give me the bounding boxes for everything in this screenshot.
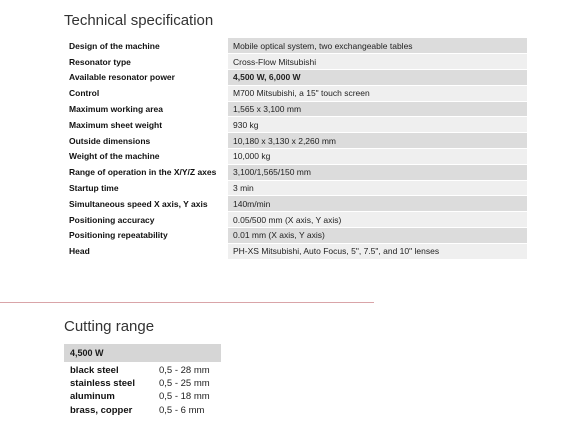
cutting-title: Cutting range	[64, 318, 155, 335]
table-row	[64, 70, 527, 86]
spec-value: 10,180 x 3,130 x 2,260 mm	[228, 133, 528, 149]
spec-label: Available resonator power	[64, 70, 228, 86]
spec-label: Resonator type	[64, 54, 228, 70]
range-value: 0,5 - 6 mm	[159, 404, 205, 416]
material-label: stainless steel	[70, 378, 135, 390]
spec-value: 3 min	[228, 180, 528, 196]
spec-value: 0.05/500 mm (X axis, Y axis)	[228, 212, 528, 228]
material-label: brass, copper	[70, 404, 133, 416]
material-label: black steel	[70, 365, 119, 376]
spec-value: 0.01 mm (X axis, Y axis)	[228, 228, 528, 244]
table-row	[64, 243, 527, 259]
cutting-header: 4,500 W	[64, 344, 221, 362]
list-item	[70, 390, 210, 403]
range-value: 0,5 - 18 mm	[159, 391, 210, 403]
table-row	[64, 101, 527, 117]
spec-value: Mobile optical system, two exchangeable tables	[228, 38, 528, 54]
table-row	[64, 228, 527, 244]
table-row	[64, 212, 527, 228]
material-label: aluminum	[70, 391, 115, 403]
spec-value: PH-XS Mitsubishi, Auto Focus, 5", 7.5", and 10" lenses	[228, 243, 528, 259]
spec-label: Positioning accuracy	[64, 212, 228, 228]
cutting-list	[70, 364, 210, 417]
spec-label: Simultaneous speed X axis, Y axis	[64, 196, 228, 212]
spec-label: Range of operation in the X/Y/Z axes	[64, 164, 228, 180]
range-value: 0,5 - 25 mm	[159, 378, 210, 390]
spec-label: Design of the machine	[64, 38, 228, 54]
table-row	[64, 85, 527, 101]
spec-value: M700 Mitsubishi, a 15" touch screen	[228, 85, 528, 101]
spec-value: 10,000 kg	[228, 149, 528, 165]
spec-value: Cross-Flow Mitsubishi	[228, 54, 528, 70]
spec-value: 930 kg	[228, 117, 528, 133]
spec-label: Maximum working area	[64, 101, 228, 117]
spec-label: Maximum sheet weight	[64, 117, 228, 133]
table-row	[64, 54, 527, 70]
spec-label: Outside dimensions	[64, 133, 228, 149]
spec-table	[64, 38, 527, 260]
table-row	[64, 196, 527, 212]
spec-label: Weight of the machine	[64, 149, 228, 165]
spec-value: 3,100/1,565/150 mm	[228, 164, 528, 180]
spec-label: Positioning repeatability	[64, 228, 228, 244]
spec-label: Startup time	[64, 180, 228, 196]
table-row	[64, 180, 527, 196]
list-item	[70, 404, 210, 417]
spec-title: Technical specification	[64, 12, 214, 29]
spec-label: Control	[64, 85, 228, 101]
section-divider	[0, 302, 374, 303]
spec-value: 140m/min	[228, 196, 528, 212]
range-value: 0,5 - 28 mm	[159, 365, 210, 376]
spec-label: Head	[64, 243, 228, 259]
table-row	[64, 149, 527, 165]
list-item	[70, 364, 210, 377]
spec-value: 4,500 W, 6,000 W	[228, 70, 528, 86]
table-row	[64, 117, 527, 133]
table-row	[64, 38, 527, 54]
spec-value: 1,565 x 3,100 mm	[228, 101, 528, 117]
list-item	[70, 377, 210, 390]
table-row	[64, 133, 527, 149]
table-row	[64, 164, 527, 180]
